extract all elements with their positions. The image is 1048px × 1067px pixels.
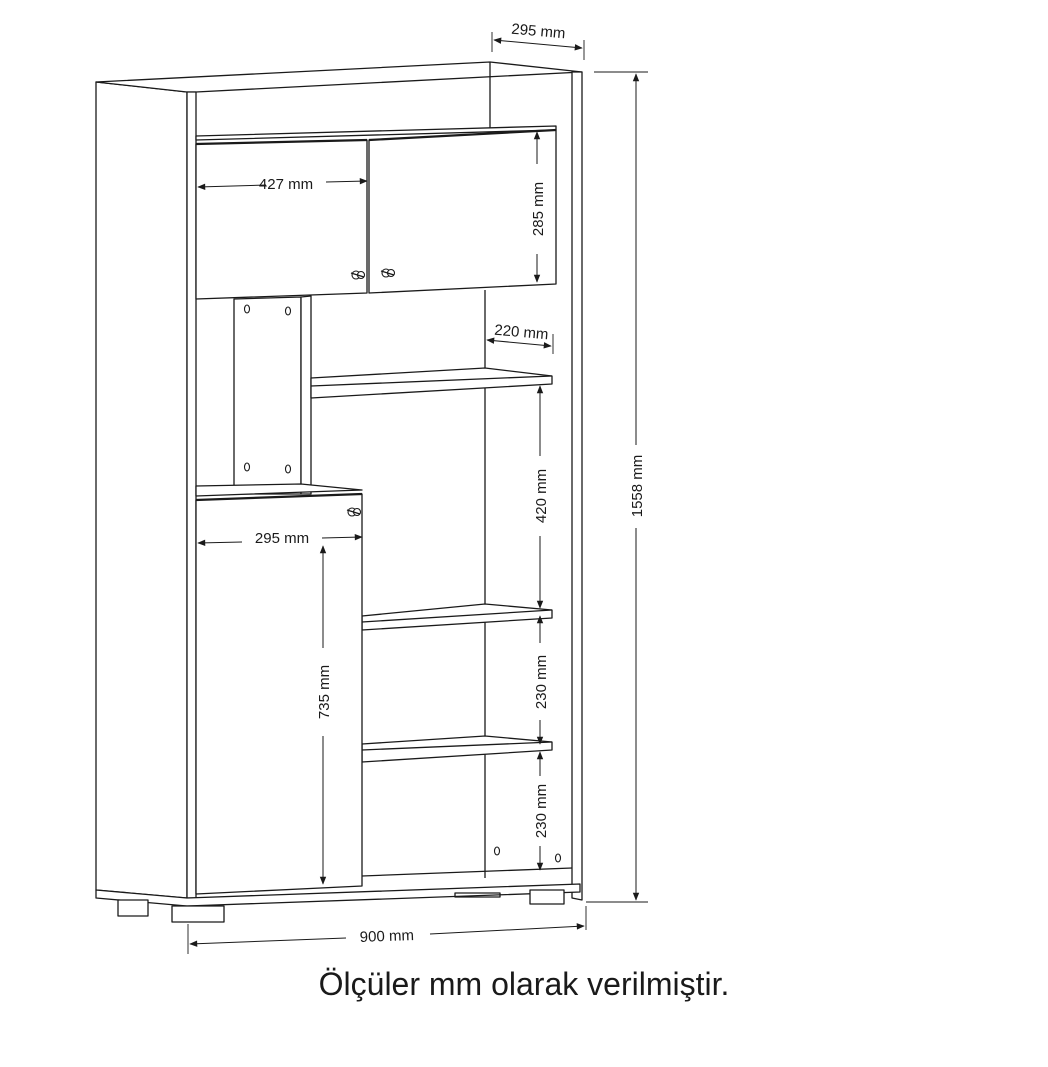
middle-divider [234,296,311,494]
open-shelf-3 [362,736,552,762]
dimensions-note: Ölçüler mm olarak verilmiştir. [318,966,730,1002]
dim-shelf-gap-230-a-label: 230 mm [533,654,550,710]
dim-lower-door-height-label: 735 mm [316,664,333,720]
dim-shelf-gap-230-b-label: 230 mm [533,783,550,839]
open-shelf-2 [362,604,552,630]
dim-shelf-gap-420 [533,386,550,608]
dim-lower-door-width-label: 295 mm [254,530,310,547]
lower-door [196,494,362,894]
upper-right-door [369,130,556,293]
dim-shelf-depth [485,322,553,354]
dim-total-height [586,72,648,902]
dim-total-width [188,906,586,954]
dim-depth-top-label: 295 mm [510,20,567,43]
open-shelf-1 [311,368,552,398]
dim-shelf-gap-230-a [533,616,550,744]
dim-shelf-gap-230-b [533,752,550,870]
dim-depth-top [492,21,584,60]
dim-upper-door-height-label: 285 mm [530,181,547,237]
upper-left-door [196,140,367,299]
dim-upper-door-width-label: 427 mm [258,176,314,193]
dim-total-height-label: 1558 mm [629,454,646,518]
dim-shelf-depth-label: 220 mm [493,321,550,344]
dim-total-width-label: 900 mm [359,927,415,946]
shelf-pin-holes [495,847,561,862]
lower-door-knob [347,508,361,516]
dim-shelf-gap-420-label: 420 mm [533,468,550,524]
